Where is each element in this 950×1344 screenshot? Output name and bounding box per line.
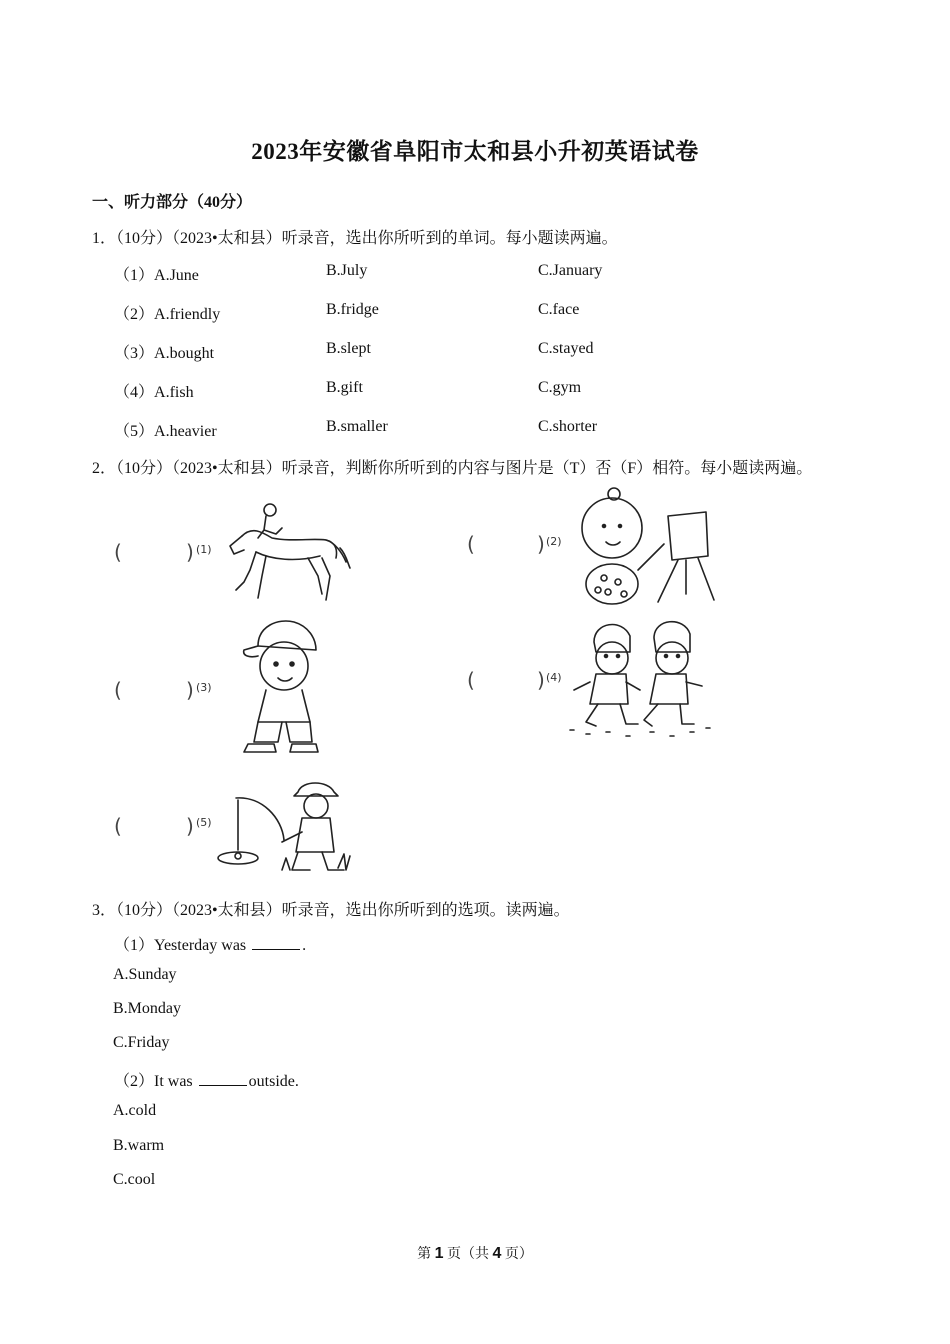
section-heading-listening: 一、听力部分（40分）	[92, 194, 253, 211]
question-3-stem: 3．（10分）（2023•太和县）听录音，选出你所听到的选项。读两遍。	[92, 902, 570, 919]
footer-page-number: 1	[434, 1245, 444, 1262]
q1-item-4-b: B.gift	[326, 379, 363, 396]
q2-item-5-number: (5)	[196, 816, 212, 829]
question-2-stem: 2．（10分）（2023•太和县）听录音，判断你所听到的内容与图片是（T）否（F）相符。每小题读两遍。	[92, 460, 813, 477]
q2-item-1-close-paren: )	[186, 540, 194, 564]
q1-item-1-c: C.January	[538, 262, 603, 279]
q2-item-1-open-paren: (	[114, 540, 122, 564]
q3-sub-1-option-a: A.Sunday	[113, 966, 177, 983]
q1-item-3-b: B.slept	[326, 340, 371, 357]
q1-item-1-b: B.July	[326, 262, 368, 279]
q3-sub-2-option-a: A.cold	[113, 1102, 157, 1119]
q1-item-5-a: （5）A.heavier	[114, 423, 217, 440]
q1-item-4-a: （4）A.fish	[114, 384, 194, 401]
footer-total-pages: 4	[492, 1245, 502, 1262]
girl-painting-picture	[574, 486, 718, 608]
kids-snow-picture	[566, 612, 716, 740]
q2-item-5-open-paren: (	[114, 814, 122, 838]
horse-rider-picture	[222, 498, 352, 606]
boy-cap-picture	[238, 616, 326, 758]
q2-item-2-number: (2)	[546, 535, 562, 548]
q2-item-2-open-paren: (	[467, 532, 475, 556]
question-1-stem: 1．（10分）（2023•太和县）听录音，选出你所听到的单词。每小题读两遍。	[92, 230, 618, 247]
q3-sub-1-blank	[252, 935, 300, 950]
q2-item-4-open-paren: (	[467, 668, 475, 692]
q2-item-5-close-paren: )	[186, 814, 194, 838]
q2-item-4-close-paren: )	[537, 668, 545, 692]
q1-item-5-c: C.shorter	[538, 418, 598, 435]
q1-item-2-c: C.face	[538, 301, 580, 318]
q3-sub-2-prompt: （2）It was outside.	[114, 1073, 299, 1090]
q2-item-2-close-paren: )	[537, 532, 545, 556]
q1-item-2-b: B.fridge	[326, 301, 379, 318]
page-footer: 第 1 页（共 4 页）	[417, 1245, 533, 1262]
q3-sub-2-option-c: C.cool	[113, 1171, 156, 1188]
q3-sub-2-blank	[199, 1071, 247, 1086]
q2-item-3-number: (3)	[196, 681, 212, 694]
q2-item-4-number: (4)	[546, 671, 562, 684]
q3-sub-1-prompt: （1）Yesterday was .	[114, 937, 307, 954]
q2-item-3-close-paren: )	[186, 678, 194, 702]
q1-item-3-a: （3）A.bought	[114, 345, 215, 362]
man-fishing-picture	[212, 778, 354, 876]
q2-item-1-number: (1)	[196, 543, 212, 556]
q1-item-3-c: C.stayed	[538, 340, 594, 357]
q1-item-4-c: C.gym	[538, 379, 582, 396]
page-title: 2023年安徽省阜阳市太和县小升初英语试卷	[251, 139, 699, 164]
q1-item-5-b: B.smaller	[326, 418, 388, 435]
q3-sub-2-option-b: B.warm	[113, 1137, 165, 1154]
q1-item-1-a: （1）A.June	[114, 267, 199, 284]
q3-sub-1-option-c: C.Friday	[113, 1034, 170, 1051]
q3-sub-1-option-b: B.Monday	[113, 1000, 181, 1017]
q2-item-3-open-paren: (	[114, 678, 122, 702]
q1-item-2-a: （2）A.friendly	[114, 306, 221, 323]
